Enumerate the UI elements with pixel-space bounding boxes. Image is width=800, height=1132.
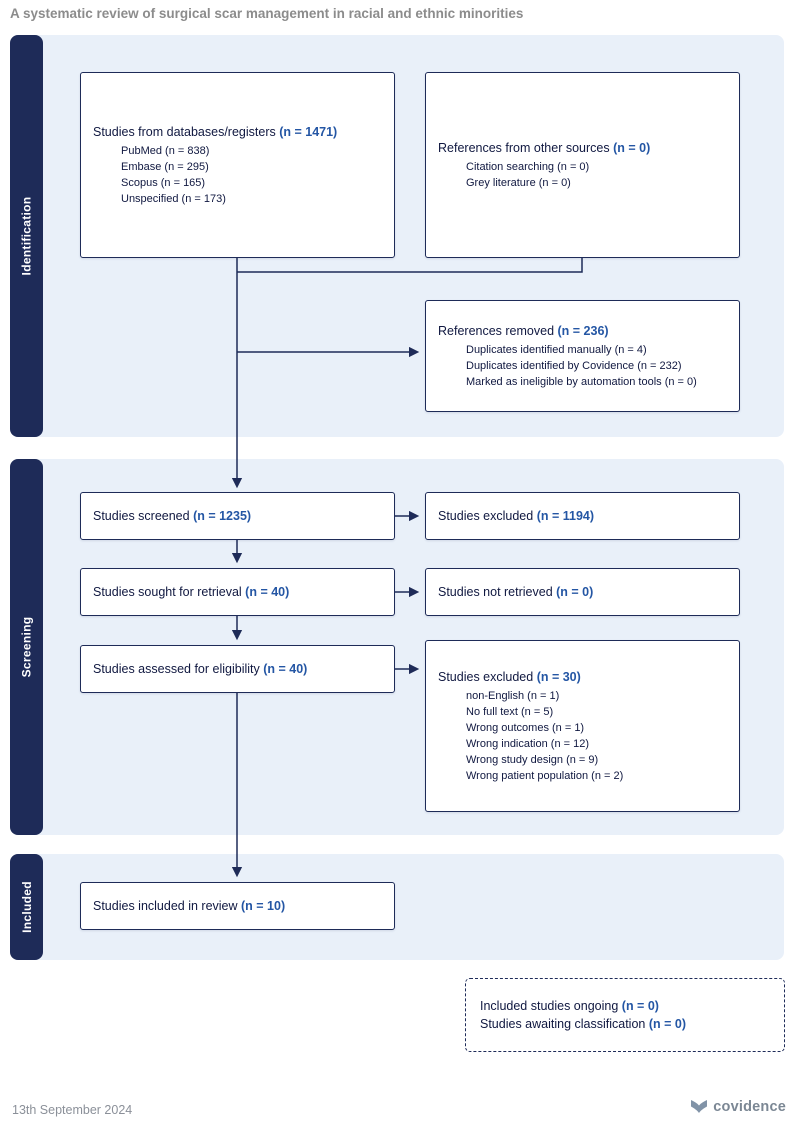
box-databases-title [93, 124, 382, 141]
box-excluded-eligibility-count: (n = 30) [536, 669, 581, 684]
box-screened-label: Studies screened [93, 508, 194, 523]
box-excluded-eligibility-items [438, 688, 727, 784]
box-other-sources [425, 72, 740, 258]
box-databases-count: (n = 1471) [279, 124, 338, 139]
covidence-wordmark: covidence [713, 1099, 786, 1115]
box-not-retrieved-count: (n = 0) [556, 584, 594, 599]
box-included-review [80, 882, 395, 930]
box-other-sources-items [438, 159, 727, 191]
ongoing-line [480, 997, 770, 1015]
list-item: Embase (n = 295) [121, 160, 209, 173]
phase-tab-identification [10, 35, 43, 437]
box-sought-label: Studies sought for retrieval [93, 584, 246, 599]
box-screened-count: (n = 1235) [193, 508, 252, 523]
box-references-removed [425, 300, 740, 412]
box-not-retrieved-title [438, 584, 727, 601]
box-assessed [80, 645, 395, 693]
box-excluded-screening-label: Studies excluded [438, 508, 537, 523]
box-sought-title [93, 584, 382, 601]
list-item: Unspecified (n = 173) [121, 192, 226, 205]
box-other-sources-label: References from other sources [438, 140, 614, 155]
box-excluded-eligibility-title [438, 669, 727, 686]
box-excluded-eligibility-label: Studies excluded [438, 669, 537, 684]
box-references-removed-items [438, 342, 727, 390]
list-item: PubMed (n = 838) [121, 144, 210, 157]
phase-label-screening: Screening [19, 616, 34, 678]
list-item: Wrong study design (n = 9) [466, 753, 599, 766]
box-other-sources-title [438, 140, 727, 157]
box-databases-items [93, 143, 382, 207]
list-item: Grey literature (n = 0) [466, 176, 571, 189]
box-assessed-label: Studies assessed for eligibility [93, 661, 264, 676]
box-included-review-count: (n = 10) [241, 898, 286, 913]
report-date: 13th September 2024 [12, 1103, 133, 1117]
box-excluded-screening-title [438, 508, 727, 525]
list-item: Citation searching (n = 0) [466, 160, 590, 173]
phase-label-included: Included [19, 881, 34, 933]
box-included-review-title [93, 898, 382, 915]
box-excluded-screening [425, 492, 740, 540]
box-references-removed-count: (n = 236) [557, 323, 609, 338]
box-references-removed-title [438, 323, 727, 340]
box-screened-title [93, 508, 382, 525]
covidence-logo [690, 1099, 786, 1115]
ongoing-count: (n = 0) [621, 999, 659, 1013]
box-not-retrieved-label: Studies not retrieved [438, 584, 557, 599]
box-references-removed-label: References removed [438, 323, 558, 338]
list-item: Scopus (n = 165) [121, 176, 206, 189]
page-title: A systematic review of surgical scar management in racial and ethnic minorities [10, 6, 524, 21]
list-item: Duplicates identified manually (n = 4) [466, 343, 647, 356]
list-item: Marked as ineligible by automation tools (n = 0) [466, 375, 697, 388]
box-included-review-label: Studies included in review [93, 898, 241, 913]
box-databases [80, 72, 395, 258]
awaiting-line [480, 1015, 770, 1033]
list-item: non-English (n = 1) [466, 689, 560, 702]
box-assessed-title [93, 661, 382, 678]
list-item: No full text (n = 5) [466, 705, 554, 718]
box-ongoing-awaiting [465, 978, 785, 1052]
box-screened [80, 492, 395, 540]
phase-tab-included [10, 854, 43, 960]
ongoing-label: Included studies ongoing [480, 999, 622, 1013]
box-sought-count: (n = 40) [245, 584, 290, 599]
list-item: Wrong outcomes (n = 1) [466, 721, 585, 734]
awaiting-label: Studies awaiting classification [480, 1017, 649, 1031]
list-item: Duplicates identified by Covidence (n = 232) [466, 359, 682, 372]
box-databases-label: Studies from databases/registers [93, 124, 280, 139]
box-assessed-count: (n = 40) [263, 661, 308, 676]
box-excluded-screening-count: (n = 1194) [536, 508, 595, 523]
phase-tab-screening [10, 459, 43, 835]
box-sought [80, 568, 395, 616]
box-other-sources-count: (n = 0) [613, 140, 651, 155]
list-item: Wrong patient population (n = 2) [466, 769, 624, 782]
box-not-retrieved [425, 568, 740, 616]
phase-label-identification: Identification [19, 196, 34, 276]
covidence-logo-icon [690, 1099, 708, 1115]
list-item: Wrong indication (n = 12) [466, 737, 590, 750]
box-excluded-eligibility [425, 640, 740, 812]
awaiting-count: (n = 0) [648, 1017, 687, 1031]
